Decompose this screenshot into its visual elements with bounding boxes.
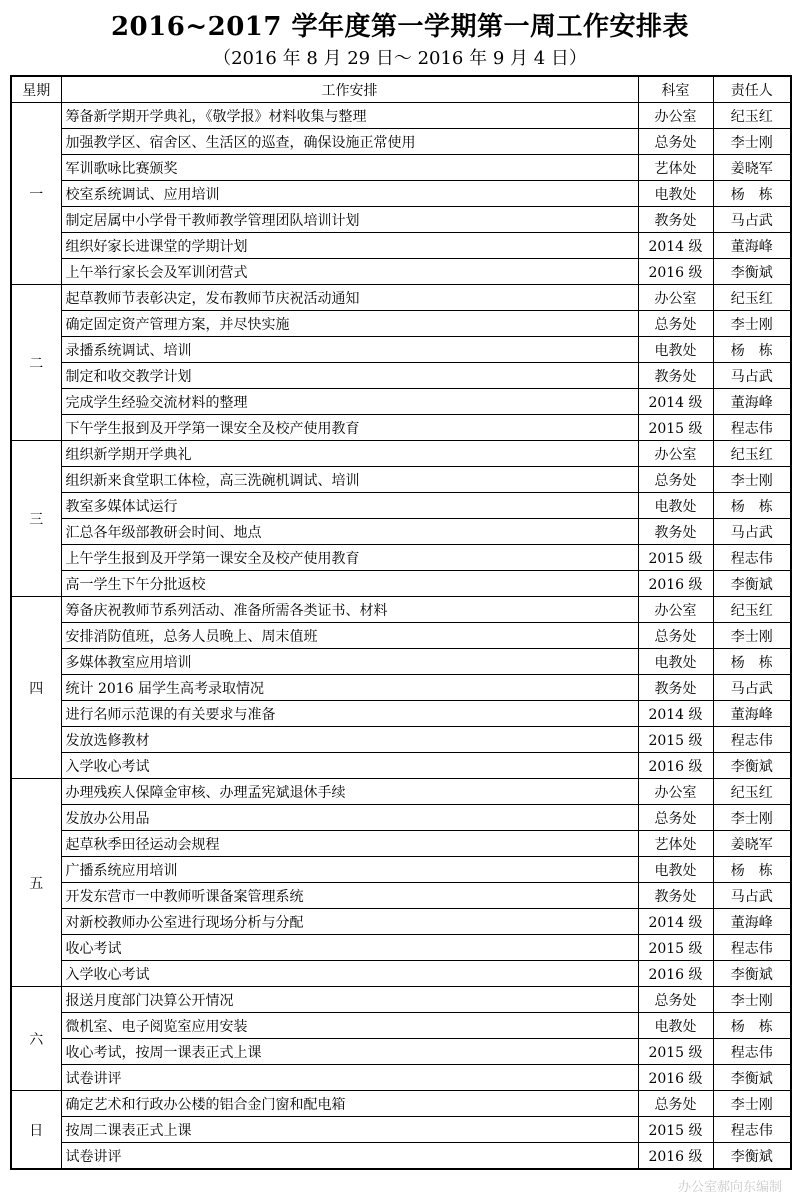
- dept-cell: 2014 级: [638, 233, 713, 259]
- table-row: [11, 181, 791, 207]
- person-cell: 李士刚: [713, 467, 791, 493]
- dept-cell: 电教处: [638, 337, 713, 363]
- person-cell: 杨 栋: [713, 1013, 791, 1039]
- dept-cell: 2016 级: [638, 259, 713, 285]
- person-cell: 纪玉红: [713, 103, 791, 129]
- dept-cell: 总务处: [638, 1091, 713, 1117]
- task-cell: 制定居属中小学骨干教师教学管理团队培训计划: [61, 207, 638, 233]
- table-row: [11, 155, 791, 181]
- person-cell: 姜晓军: [713, 831, 791, 857]
- task-cell: 报送月度部门决算公开情况: [61, 987, 638, 1013]
- task-cell: 制定和收交教学计划: [61, 363, 638, 389]
- person-cell: 姜晓军: [713, 155, 791, 181]
- task-cell: 完成学生经验交流材料的整理: [61, 389, 638, 415]
- dept-cell: 艺体处: [638, 831, 713, 857]
- person-cell: 李衡斌: [713, 961, 791, 987]
- person-cell: 杨 栋: [713, 857, 791, 883]
- table-row: [11, 935, 791, 961]
- table-row: [11, 467, 791, 493]
- table-row: [11, 1065, 791, 1091]
- task-cell: 入学收心考试: [61, 961, 638, 987]
- table-row: [11, 597, 791, 623]
- person-cell: 李衡斌: [713, 259, 791, 285]
- dept-cell: 教务处: [638, 675, 713, 701]
- task-cell: 汇总各年级部教研会时间、地点: [61, 519, 638, 545]
- task-cell: 入学收心考试: [61, 753, 638, 779]
- person-cell: 杨 栋: [713, 181, 791, 207]
- weekday-cell: 日: [11, 1091, 61, 1170]
- task-cell: 办理残疾人保障金审核、办理孟宪斌退休手续: [61, 779, 638, 805]
- dept-cell: 2016 级: [638, 571, 713, 597]
- person-cell: 董海峰: [713, 701, 791, 727]
- dept-cell: 教务处: [638, 883, 713, 909]
- person-cell: 程志伟: [713, 727, 791, 753]
- schedule-body: [11, 103, 791, 1170]
- dept-cell: 电教处: [638, 1013, 713, 1039]
- dept-cell: 2014 级: [638, 701, 713, 727]
- person-cell: 李衡斌: [713, 1065, 791, 1091]
- task-cell: 安排消防值班，总务人员晚上、周末值班: [61, 623, 638, 649]
- dept-cell: 电教处: [638, 649, 713, 675]
- task-cell: 试卷讲评: [61, 1065, 638, 1091]
- table-row: [11, 493, 791, 519]
- task-cell: 组织新学期开学典礼: [61, 441, 638, 467]
- dept-cell: 2016 级: [638, 753, 713, 779]
- person-cell: 李士刚: [713, 623, 791, 649]
- dept-cell: 教务处: [638, 207, 713, 233]
- table-row: [11, 961, 791, 987]
- weekday-cell: 二: [11, 285, 61, 441]
- task-cell: 进行名师示范课的有关要求与准备: [61, 701, 638, 727]
- dept-cell: 2014 级: [638, 389, 713, 415]
- person-cell: 李士刚: [713, 1091, 791, 1117]
- task-cell: 上午学生报到及开学第一课安全及校产使用教育: [61, 545, 638, 571]
- table-row: [11, 831, 791, 857]
- person-cell: 李士刚: [713, 129, 791, 155]
- dept-cell: 2016 级: [638, 1143, 713, 1170]
- person-cell: 程志伟: [713, 935, 791, 961]
- dept-cell: 教务处: [638, 519, 713, 545]
- dept-cell: 艺体处: [638, 155, 713, 181]
- table-row: [11, 311, 791, 337]
- person-cell: 杨 栋: [713, 649, 791, 675]
- person-cell: 纪玉红: [713, 285, 791, 311]
- person-cell: 程志伟: [713, 1117, 791, 1143]
- table-row: [11, 1013, 791, 1039]
- task-cell: 广播系统应用培训: [61, 857, 638, 883]
- task-cell: 高一学生下午分批返校: [61, 571, 638, 597]
- dept-cell: 总务处: [638, 467, 713, 493]
- table-row: [11, 103, 791, 129]
- table-row: [11, 389, 791, 415]
- dept-cell: 教务处: [638, 363, 713, 389]
- person-cell: 马占武: [713, 519, 791, 545]
- table-row: [11, 545, 791, 571]
- task-cell: 确定固定资产管理方案，并尽快实施: [61, 311, 638, 337]
- person-cell: 杨 栋: [713, 337, 791, 363]
- dept-cell: 办公室: [638, 779, 713, 805]
- dept-cell: 总务处: [638, 987, 713, 1013]
- task-cell: 军训歌咏比赛颁奖: [61, 155, 638, 181]
- task-cell: 收心考试: [61, 935, 638, 961]
- table-row: [11, 207, 791, 233]
- task-cell: 筹备新学期开学典礼，《敬学报》材料收集与整理: [61, 103, 638, 129]
- table-row: [11, 285, 791, 311]
- table-row: [11, 1091, 791, 1117]
- task-cell: 发放办公用品: [61, 805, 638, 831]
- dept-cell: 2015 级: [638, 545, 713, 571]
- person-cell: 李士刚: [713, 805, 791, 831]
- header-day: 星期: [11, 76, 61, 103]
- dept-cell: 电教处: [638, 493, 713, 519]
- person-cell: 杨 栋: [713, 493, 791, 519]
- person-cell: 李衡斌: [713, 1143, 791, 1170]
- person-cell: 李衡斌: [713, 753, 791, 779]
- table-row: [11, 779, 791, 805]
- task-cell: 收心考试，按周一课表正式上课: [61, 1039, 638, 1065]
- person-cell: 马占武: [713, 675, 791, 701]
- schedule-table: [10, 75, 792, 1170]
- dept-cell: 总务处: [638, 311, 713, 337]
- dept-cell: 2014 级: [638, 909, 713, 935]
- table-row: [11, 571, 791, 597]
- task-cell: 多媒体教室应用培训: [61, 649, 638, 675]
- table-row: [11, 753, 791, 779]
- person-cell: 纪玉红: [713, 441, 791, 467]
- table-row: [11, 259, 791, 285]
- person-cell: 董海峰: [713, 909, 791, 935]
- person-cell: 程志伟: [713, 415, 791, 441]
- person-cell: 马占武: [713, 207, 791, 233]
- table-row: [11, 701, 791, 727]
- dept-cell: 2016 级: [638, 961, 713, 987]
- task-cell: 起草秋季田径运动会规程: [61, 831, 638, 857]
- dept-cell: 2016 级: [638, 1065, 713, 1091]
- task-cell: 上午举行家长会及军训闭营式: [61, 259, 638, 285]
- dept-cell: 办公室: [638, 103, 713, 129]
- weekday-cell: 三: [11, 441, 61, 597]
- table-row: [11, 337, 791, 363]
- person-cell: 李衡斌: [713, 571, 791, 597]
- dept-cell: 电教处: [638, 181, 713, 207]
- table-row: [11, 883, 791, 909]
- dept-cell: 办公室: [638, 597, 713, 623]
- task-cell: 加强教学区、宿舍区、生活区的巡查，确保设施正常使用: [61, 129, 638, 155]
- table-row: [11, 623, 791, 649]
- header-dept: 科室: [638, 76, 713, 103]
- task-cell: 确定艺术和行政办公楼的铝合金门窗和配电箱: [61, 1091, 638, 1117]
- person-cell: 董海峰: [713, 233, 791, 259]
- task-cell: 组织新来食堂职工体检，高三洗碗机调试、培训: [61, 467, 638, 493]
- task-cell: 统计 2016 届学生高考录取情况: [61, 675, 638, 701]
- task-cell: 开发东营市一中教师听课备案管理系统: [61, 883, 638, 909]
- header-row: [11, 76, 791, 103]
- person-cell: 李士刚: [713, 311, 791, 337]
- table-row: [11, 233, 791, 259]
- dept-cell: 办公室: [638, 285, 713, 311]
- header-person: 责任人: [713, 76, 791, 103]
- task-cell: 教室多媒体试运行: [61, 493, 638, 519]
- task-cell: 校室系统调试、应用培训: [61, 181, 638, 207]
- table-row: [11, 1143, 791, 1170]
- person-cell: 程志伟: [713, 1039, 791, 1065]
- weekday-cell: 四: [11, 597, 61, 779]
- table-row: [11, 1117, 791, 1143]
- table-row: [11, 1039, 791, 1065]
- dept-cell: 2015 级: [638, 727, 713, 753]
- person-cell: 李士刚: [713, 987, 791, 1013]
- table-row: [11, 129, 791, 155]
- dept-cell: 2015 级: [638, 1039, 713, 1065]
- dept-cell: 总务处: [638, 129, 713, 155]
- dept-cell: 总务处: [638, 623, 713, 649]
- table-row: [11, 415, 791, 441]
- task-cell: 起草教师节表彰决定，发布教师节庆祝活动通知: [61, 285, 638, 311]
- table-row: [11, 805, 791, 831]
- task-cell: 组织好家长进课堂的学期计划: [61, 233, 638, 259]
- dept-cell: 办公室: [638, 441, 713, 467]
- task-cell: 试卷讲评: [61, 1143, 638, 1170]
- weekday-cell: 六: [11, 987, 61, 1091]
- dept-cell: 总务处: [638, 805, 713, 831]
- task-cell: 下午学生报到及开学第一课安全及校产使用教育: [61, 415, 638, 441]
- date-range: （2016 年 8 月 29 日～ 2016 年 9 月 4 日）: [213, 48, 587, 69]
- person-cell: 董海峰: [713, 389, 791, 415]
- table-row: [11, 727, 791, 753]
- person-cell: 纪玉红: [713, 597, 791, 623]
- table-row: [11, 909, 791, 935]
- table-row: [11, 363, 791, 389]
- task-cell: 微机室、电子阅览室应用安装: [61, 1013, 638, 1039]
- task-cell: 对新校教师办公室进行现场分析与分配: [61, 909, 638, 935]
- table-row: [11, 857, 791, 883]
- weekday-cell: 一: [11, 103, 61, 285]
- task-cell: 发放选修教材: [61, 727, 638, 753]
- table-row: [11, 649, 791, 675]
- page-title: 2016~2017 学年度第一学期第一周工作安排表: [110, 12, 690, 42]
- dept-cell: 2015 级: [638, 935, 713, 961]
- header-task: 工作安排: [61, 76, 638, 103]
- dept-cell: 电教处: [638, 857, 713, 883]
- table-row: [11, 675, 791, 701]
- task-cell: 筹备庆祝教师节系列活动、准备所需各类证书、材料: [61, 597, 638, 623]
- table-row: [11, 441, 791, 467]
- dept-cell: 2015 级: [638, 415, 713, 441]
- author-note: 办公室郝向东编制: [677, 1180, 782, 1195]
- person-cell: 纪玉红: [713, 779, 791, 805]
- person-cell: 马占武: [713, 883, 791, 909]
- table-row: [11, 987, 791, 1013]
- person-cell: 程志伟: [713, 545, 791, 571]
- task-cell: 录播系统调试、培训: [61, 337, 638, 363]
- weekday-cell: 五: [11, 779, 61, 987]
- task-cell: 按周二课表正式上课: [61, 1117, 638, 1143]
- person-cell: 马占武: [713, 363, 791, 389]
- dept-cell: 2015 级: [638, 1117, 713, 1143]
- table-row: [11, 519, 791, 545]
